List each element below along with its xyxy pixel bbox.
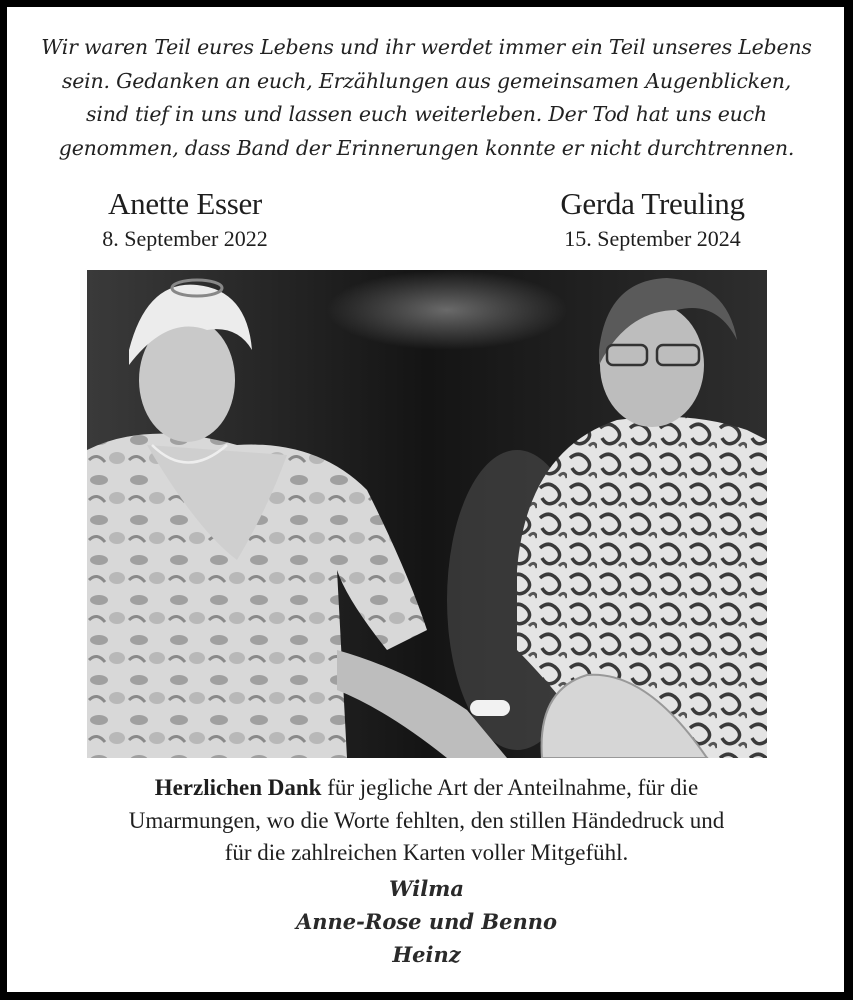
thanks-line-rest: für jegliche Art der Anteilnahme, für die (321, 775, 699, 800)
signer-name: Wilma (389, 876, 464, 901)
thanks-line: Umarmungen, wo die Worte fehlten, den stillen Händedruck und (128, 807, 725, 833)
poem-line: genommen, dass Band der Erinnerungen konnte er nicht durchtrennen. (58, 135, 795, 160)
memorial-poem (20, 31, 833, 165)
memorial-photo (87, 270, 767, 758)
thanks-line: für die zahlreichen Karten voller Mitgefühl. (224, 840, 629, 865)
thanks-line (20, 772, 833, 805)
signers (20, 872, 833, 971)
deceased-name: Gerda Treuling (560, 186, 745, 221)
signer-name: Anne-Rose und Benno (295, 909, 558, 934)
poem-line: sind tief in uns und lassen euch weiterleben. Der Tod hat uns euch (86, 102, 767, 126)
photo-icon (87, 270, 767, 758)
thanks-lead: Herzlichen Dank (154, 775, 322, 800)
signer-name: Heinz (392, 942, 461, 967)
deceased-date: 8. September 2022 (102, 226, 268, 251)
deceased-date: 15. September 2024 (564, 226, 741, 251)
deceased-name: Anette Esser (108, 186, 262, 221)
thanks-message (20, 772, 833, 870)
poem-line: sein. Gedanken an euch, Erzählungen aus gemeinsamen Augenblicken, (61, 68, 792, 93)
deceased-anette (70, 186, 300, 253)
poem-line: Wir waren Teil eures Lebens und ihr werdet immer ein Teil unseres Lebens (41, 35, 812, 59)
deceased-gerda (515, 186, 790, 253)
